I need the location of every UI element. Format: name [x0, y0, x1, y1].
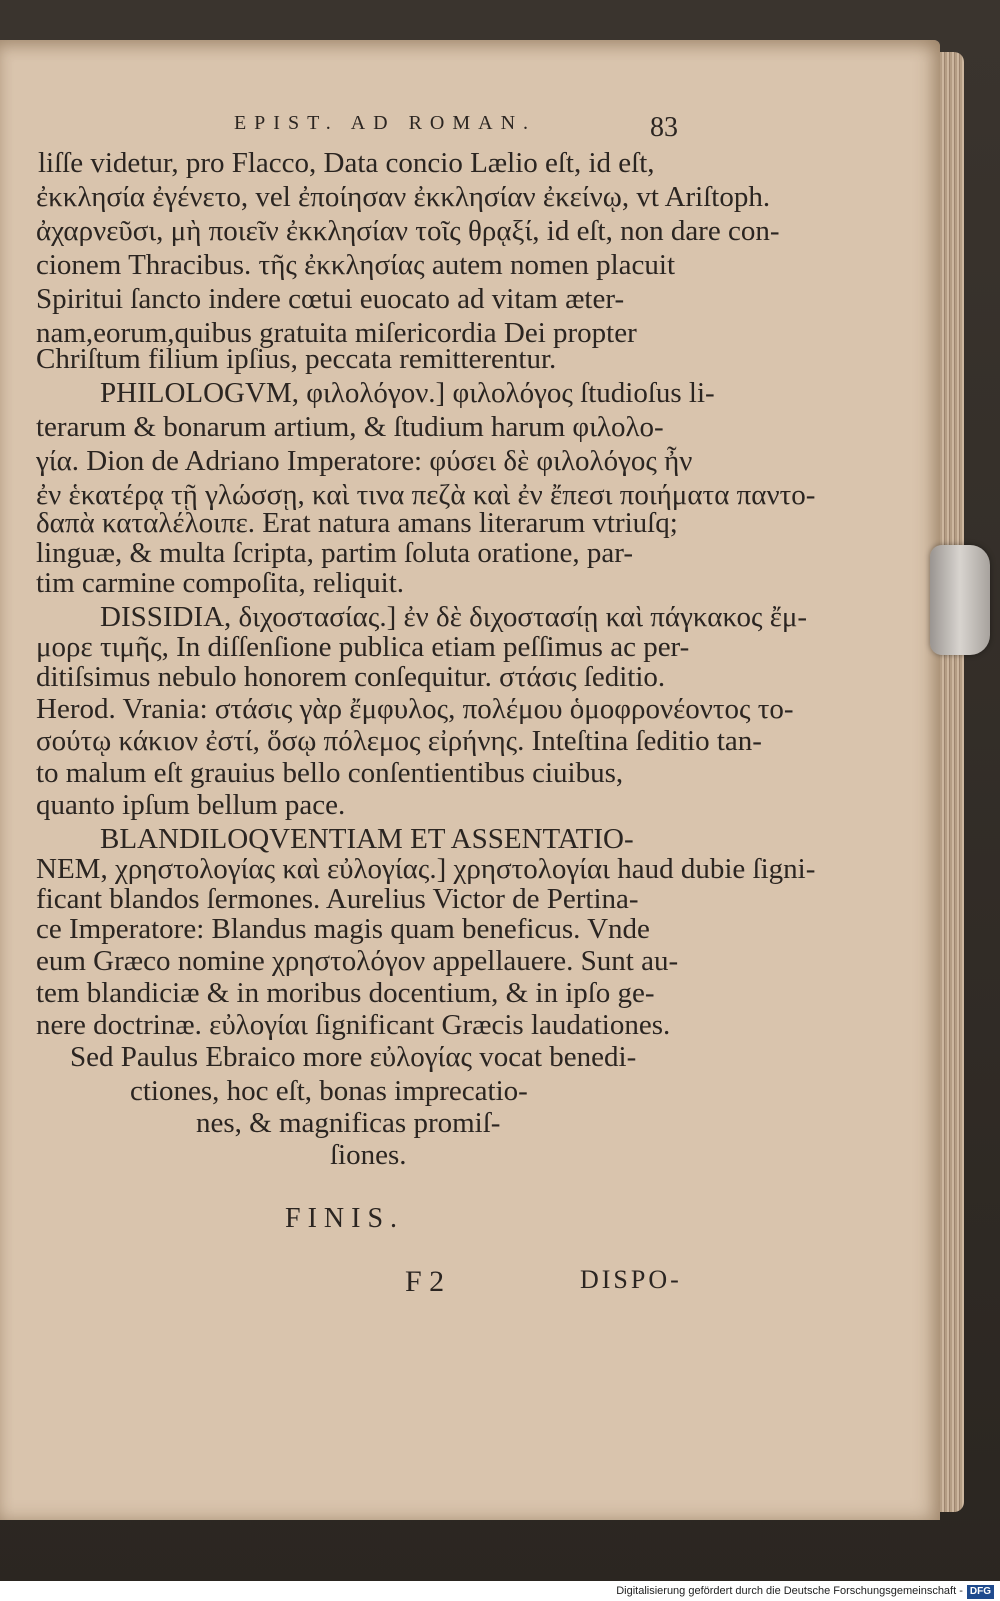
text-line: Spiritui ſancto indere cœtui euocato ad vitam æter-: [36, 283, 625, 315]
page-clip: [930, 545, 990, 655]
text-line: to malum eſt grauius bello conſentientibus ciuibus,: [36, 757, 624, 789]
text-line: ἐκκλησία ἐγένετο, vel ἐποίησαν ἐκκλησίαν ἐκείνῳ, vt Ariſtoph.: [36, 181, 771, 213]
text-line: ſiones.: [330, 1139, 407, 1171]
text-line: nes, & magnificas promiſ-: [196, 1107, 501, 1139]
running-head: EPIST. AD ROMAN.: [233, 112, 537, 134]
text-line: nere doctrinæ. εὐλογίαι ſignificant Græcis laudationes.: [36, 1009, 671, 1041]
text-line: ἀχαρνεῦσι, μὴ ποιεῖν ἐκκλησίαν τοῖς θρᾳξί, id eſt, non dare con-: [36, 215, 780, 247]
signature-mark: F 2: [405, 1265, 445, 1298]
text-line: δαπὰ καταλέλοιπε. Erat natura amans literarum vtriuſq;: [36, 507, 678, 539]
dfg-logo: DFG: [967, 1585, 994, 1599]
text-line: DISSIDIA, διχοστασίας.] ἐν δὲ διχοστασίῃ καὶ πάγκακος ἔμ-: [100, 601, 808, 633]
footer-credit: Digitalisierung gefördert durch die Deutsche Forschungsgemeinschaft -: [616, 1585, 963, 1597]
text-line: BLANDILOQVENTIAM ET ASSENTATIO-: [100, 823, 634, 855]
text-line: Herod. Vrania: στάσις γὰρ ἔμφυλος, πολέμου ὁμοφρονέοντος το-: [36, 693, 794, 725]
text-line: Chriſtum filium ipſius, peccata remitterentur.: [36, 343, 557, 375]
text-line: PHILOLOGVM, φιλολόγον.] φιλολόγος ſtudioſus li-: [100, 377, 715, 409]
text-line: tim carmine compoſita, reliquit.: [36, 567, 405, 599]
text-line: linguæ, & multa ſcripta, partim ſoluta oratione, par-: [36, 537, 633, 569]
text-line: σούτῳ κάκιον ἐστί, ὅσῳ πόλεμος εἰρήνης. Inteſtina ſeditio tan-: [36, 725, 762, 757]
page-number: 83: [650, 112, 678, 143]
text-line: ce Imperatore: Blandus magis quam beneficus. Vnde: [36, 913, 650, 945]
text-line: γία. Dion de Adriano Imperatore: φύσει δὲ φιλολόγος ἦν: [36, 445, 693, 477]
text-line: tem blandiciæ & in moribus docentium, & in ipſo ge-: [36, 977, 655, 1009]
text-line: eum Græco nomine χρηστολόγον appellauere. Sunt au-: [36, 945, 679, 977]
text-line: NEM, χρηστολογίας καὶ εὐλογίας.] χρηστολογίαι haud dubie ſigni-: [36, 853, 816, 885]
text-line: Sed Paulus Ebraico more εὐλογίας vocat benedi-: [70, 1041, 637, 1073]
page-edges: [940, 52, 964, 1512]
text-line: ficant blandos ſermones. Aurelius Victor de Pertina-: [36, 883, 639, 915]
text-line: ctiones, hoc eſt, bonas imprecatio-: [130, 1075, 528, 1107]
text-line: ditiſsimus nebulo honorem conſequitur. στάσις ſeditio.: [36, 661, 666, 693]
text-line: μορε τιμῆς, In diſſenſione publica etiam peſſimus ac per-: [36, 631, 690, 663]
text-line: terarum & bonarum artium, & ſtudium harum φιλολο-: [36, 411, 664, 443]
text-line: nam,eorum,quibus gratuita miſericordia Dei propter: [36, 317, 637, 349]
catchword: DISPO-: [580, 1265, 682, 1294]
text-line: ἐν ἑκατέρᾳ τῇ γλώσσῃ, καὶ τινα πεζὰ καὶ ἐν ἔπεσι ποιήματα παντο-: [36, 479, 816, 511]
finis-label: FINIS.: [285, 1203, 405, 1234]
footer-bar: [0, 1581, 1000, 1601]
text-line: cionem Thracibus. τῆς ἐκκλησίας autem nomen placuit: [36, 249, 676, 281]
text-line: liſſe videtur, pro Flacco, Data concio Lælio eſt, id eſt,: [38, 147, 655, 179]
text-line: quanto ipſum bellum pace.: [36, 789, 346, 821]
